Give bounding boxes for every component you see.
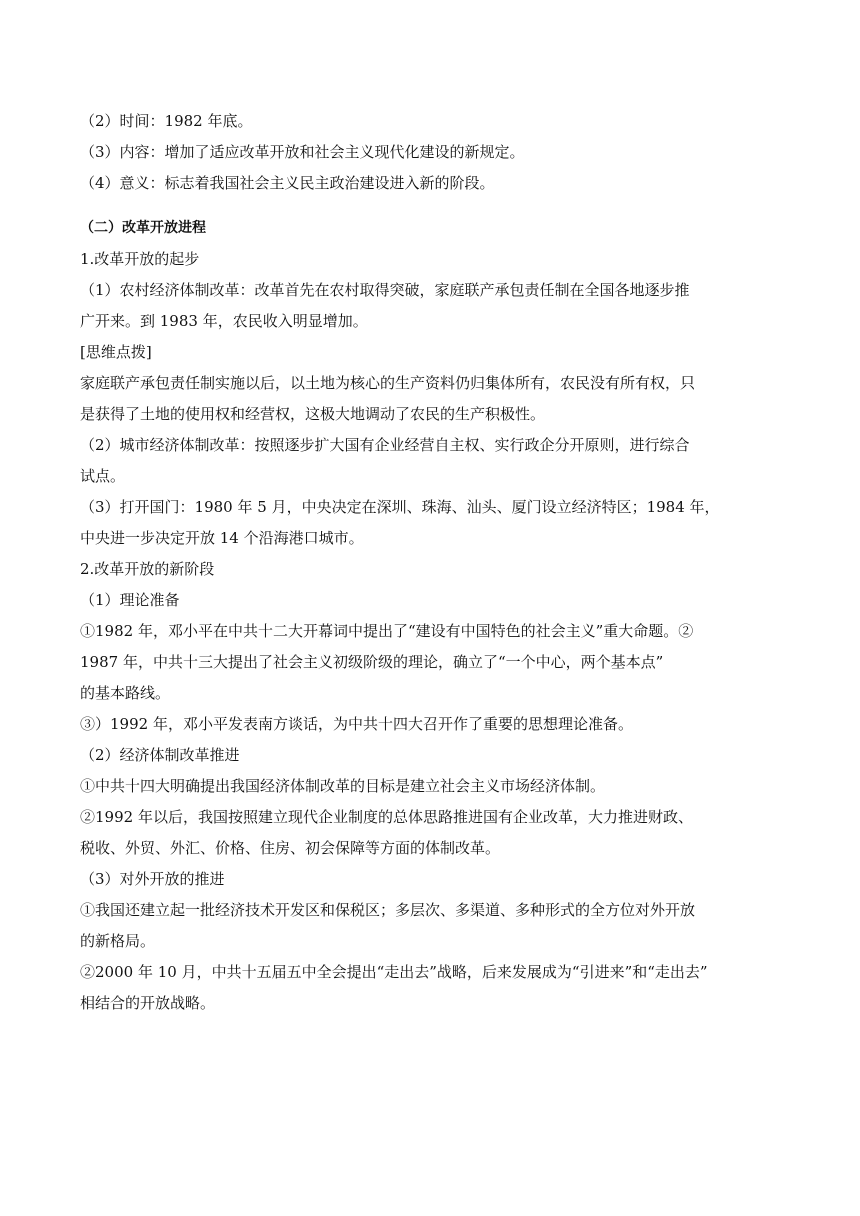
econ-reform-line-2: ②1992 年以后，我国按照建立现代企业制度的总体思路推进国有企业改革，大力推进财政、 bbox=[80, 808, 693, 826]
subsection-title-reform-start: 1.改革开放的起步 bbox=[80, 250, 200, 268]
thinking-tip-line-2: 是获得了土地的使用权和经营权，这极大地调动了农民的生产积极性。 bbox=[80, 405, 546, 423]
constitution-content: （3）内容：增加了适应改革开放和社会主义现代化建设的新规定。 bbox=[80, 143, 525, 161]
thinking-tip-line-1: 家庭联产承包责任制实施以后，以土地为核心的生产资料仍归集体所有，农民没有所有权，只 bbox=[80, 374, 696, 392]
econ-reform-line-3: 税收、外贸、外汇、价格、住房、初会保障等方面的体制改革。 bbox=[80, 839, 501, 857]
opening-advance-title: （3）对外开放的推进 bbox=[80, 870, 225, 888]
rural-reform-line-1: （1）农村经济体制改革：改革首先在农村取得突破，家庭联产承包责任制在全国各地逐步推 bbox=[80, 281, 690, 299]
document-page bbox=[80, 106, 778, 1019]
opening-up-line-2: 中央进一步决定开放 14 个沿海港口城市。 bbox=[80, 529, 364, 547]
opening-up-line-1: （3）打开国门：1980 年 5 月，中央决定在深圳、珠海、汕头、厦门设立经济特区；1984 年， bbox=[80, 498, 720, 516]
econ-reform-title: （2）经济体制改革推进 bbox=[80, 746, 240, 764]
rural-reform-line-2: 广开来。到 1983 年，农民收入明显增加。 bbox=[80, 312, 368, 330]
theory-prep-title: （1）理论准备 bbox=[80, 591, 180, 609]
opening-advance-line-4: 相结合的开放战略。 bbox=[80, 994, 216, 1012]
constitution-time: （2）时间：1982 年底。 bbox=[80, 112, 253, 130]
section-heading-reform-process: （二）改革开放进程 bbox=[80, 220, 206, 236]
opening-advance-line-3: ②2000 年 10 月，中共十五届五中全会提出“走出去”战略，后来发展成为“引进来”和“走出去” bbox=[80, 963, 708, 981]
section-spacer bbox=[80, 199, 778, 213]
opening-advance-line-1: ①我国还建立起一批经济技术开发区和保税区；多层次、多渠道、多种形式的全方位对外开放 bbox=[80, 901, 696, 919]
constitution-significance: （4）意义：标志着我国社会主义民主政治建设进入新的阶段。 bbox=[80, 174, 495, 192]
opening-advance-line-2: 的新格局。 bbox=[80, 932, 156, 950]
urban-reform-line-1: （2）城市经济体制改革：按照逐步扩大国有企业经营自主权、实行政企分开原则，进行综合 bbox=[80, 436, 690, 454]
urban-reform-line-2: 试点。 bbox=[80, 467, 126, 485]
theory-prep-line-2: 1987 年，中共十三大提出了社会主义初级阶级的理论，确立了“一个中心，两个基本点” bbox=[80, 653, 664, 671]
econ-reform-line-1: ①中共十四大明确提出我国经济体制改革的目标是建立社会主义市场经济体制。 bbox=[80, 777, 606, 795]
theory-prep-line-3: 的基本路线。 bbox=[80, 684, 171, 702]
thinking-tip-label: [思维点拨] bbox=[80, 343, 152, 361]
subsection-title-new-stage: 2.改革开放的新阶段 bbox=[80, 560, 215, 578]
theory-prep-line-4: ③）1992 年，邓小平发表南方谈话，为中共十四大召开作了重要的思想理论准备。 bbox=[80, 715, 633, 733]
theory-prep-line-1: ①1982 年，邓小平在中共十二大开幕词中提出了“建设有中国特色的社会主义”重大命题。② bbox=[80, 622, 694, 640]
